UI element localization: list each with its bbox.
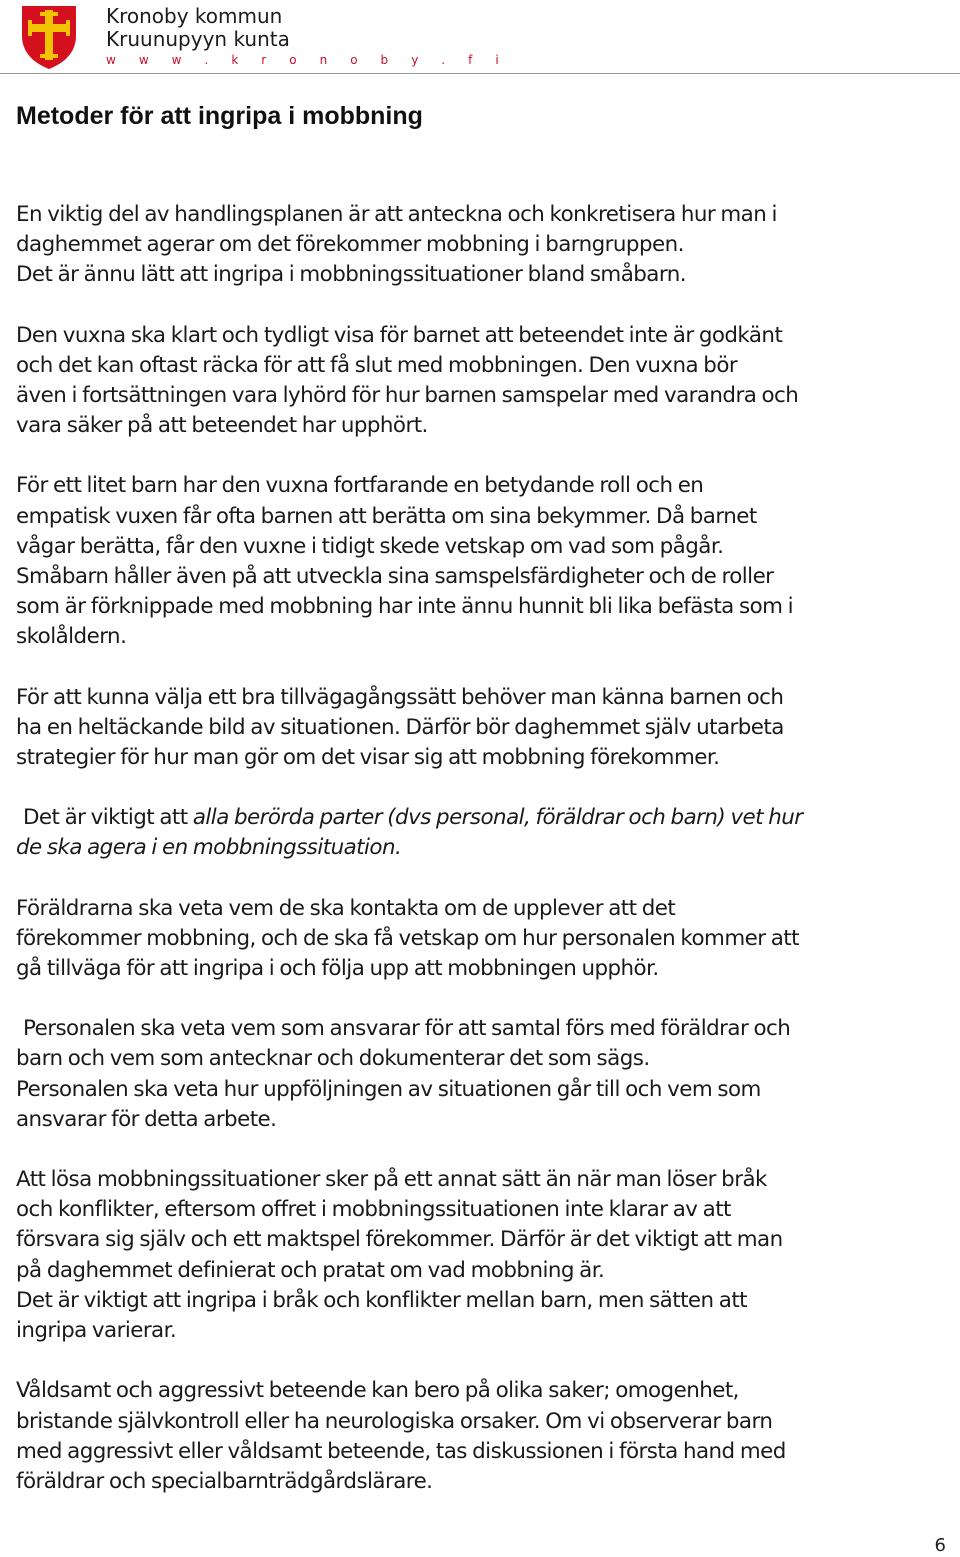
text-line: Det är viktigt att ingripa i bråk och konflikter mellan barn, men sätten att [16, 1287, 748, 1313]
text-line: och det kan oftast räcka för att få slut med mobbningen. Den vuxna bör [16, 352, 738, 378]
paragraph-8 [16, 1165, 952, 1346]
text-line: En viktig del av handlingsplanen är att anteckna och konkretisera hur man i [16, 202, 777, 227]
text-run: Det är viktigt att [23, 805, 193, 831]
text-line: Småbarn håller även på att utveckla sina samspelsfärdigheter och de roller [16, 564, 774, 590]
document-body [16, 200, 952, 1527]
paragraph-3 [16, 471, 952, 652]
text-line: Våldsamt och aggressivt beteende kan bero på olika saker; omogenhet, [16, 1378, 739, 1404]
paragraph-9 [16, 1376, 952, 1497]
org-name-finnish: Kruunupyyn kunta [106, 27, 290, 51]
paragraph-4 [16, 683, 952, 774]
page-header [0, 0, 960, 74]
paragraph-6 [16, 894, 952, 985]
text-line: vågar berätta, får den vuxne i tidigt skede vetskap om vad som pågår. [16, 533, 724, 559]
text-line: empatisk vuxen får ofta barnen att berätta om sina bekymmer. Då barnet [16, 503, 757, 529]
org-name-block [106, 6, 508, 66]
paragraph-5 [16, 803, 952, 863]
text-line: Föräldrarna ska veta vem de ska kontakta om de upplever att det [16, 895, 676, 921]
text-line: Att lösa mobbningssituationer sker på ett annat sätt än när man löser bråk [16, 1167, 767, 1193]
page-number: 6 [934, 1535, 946, 1556]
text-line: ansvarar för detta arbete. [16, 1106, 277, 1132]
text-line: skolåldern. [16, 624, 127, 650]
page-title: Metoder för att ingripa i mobbning [16, 102, 423, 130]
text-line: Personalen ska veta vem som ansvarar för att samtal förs med föräldrar och [23, 1016, 791, 1042]
text-line: ingripa varierar. [16, 1318, 177, 1344]
text-line: föräldrar och specialbarnträdgårdslärare. [16, 1468, 433, 1494]
text-line: För att kunna välja ett bra tillvägagångssätt behöver man känna barnen och [16, 684, 784, 710]
text-line: Personalen ska veta hur uppföljningen av situationen går till och vem som [16, 1076, 761, 1102]
text-line: även i fortsättningen vara lyhörd för hur barnen samspelar med varandra och [16, 383, 799, 409]
header-divider [0, 73, 960, 74]
italic-text-run: alla berörda parter (dvs personal, föräldrar och barn) vet hur [192, 805, 803, 831]
text-line: förekommer mobbning, och de ska få vetskap om hur personalen kommer att [16, 925, 799, 951]
org-name-swedish: Kronoby kommun [106, 4, 283, 28]
text-line: och konflikter, eftersom offret i mobbningssituationen inte klarar av att [16, 1197, 731, 1223]
text-line: barn och vem som antecknar och dokumenterar det som sägs. [16, 1046, 650, 1072]
text-line: strategier för hur man gör om det visar sig att mobbning förekommer. [16, 745, 720, 771]
text-line: försvara sig själv och ett maktspel förekommer. Därför är det viktigt att man [16, 1227, 783, 1253]
text-line: Det är ännu lätt att ingripa i mobbningssituationer bland småbarn. [16, 262, 686, 288]
text-line: på daghemmet definierat och pratat om vad mobbning är. [16, 1257, 605, 1283]
text-line: bristande självkontroll eller ha neurologiska orsaker. Om vi observerar barn [16, 1408, 773, 1434]
text-line: gå tillväga för att ingripa i och följa upp att mobbningen upphör. [16, 956, 659, 982]
text-line [16, 833, 952, 863]
paragraph-2 [16, 321, 952, 442]
text-line: med aggressivt eller våldsamt beteende, tas diskussionen i första hand med [16, 1438, 786, 1464]
municipal-crest-icon [18, 2, 80, 70]
text-line [16, 803, 952, 833]
paragraph-1 [16, 200, 952, 291]
text-line: Den vuxna ska klart och tydligt visa för barnet att beteendet inte är godkänt [16, 322, 783, 348]
italic-text-run: de ska agera i en mobbningssituation. [16, 835, 402, 861]
text-line: vara säker på att beteendet har upphört. [16, 413, 428, 439]
paragraph-7 [16, 1014, 952, 1135]
text-line: daghemmet agerar om det förekommer mobbning i barngruppen. [16, 232, 684, 258]
website-link[interactable]: w w w . k r o n o b y . f i [106, 53, 509, 67]
text-line: För ett litet barn har den vuxna fortfarande en betydande roll och en [16, 473, 704, 499]
text-line: ha en heltäckande bild av situationen. Därför bör daghemmet själv utarbeta [16, 714, 784, 740]
text-line: som är förknippade med mobbning har inte ännu hunnit bli lika befästa som i [16, 594, 794, 620]
